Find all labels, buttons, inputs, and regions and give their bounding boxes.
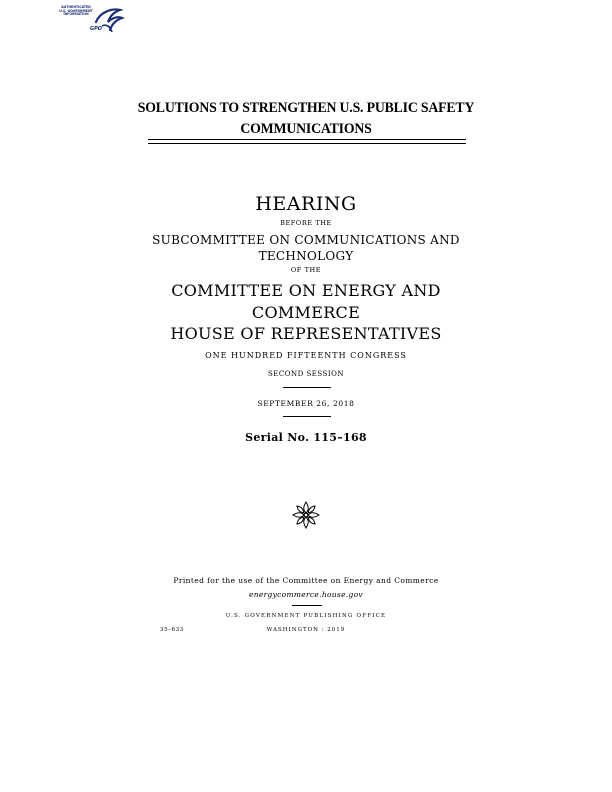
session-rule — [283, 387, 331, 388]
gpo-eagle-icon — [90, 4, 126, 40]
jacket-number: 35–633 — [160, 627, 184, 633]
hearing-heading: HEARING — [255, 193, 357, 215]
of-the-label: OF THE — [290, 266, 322, 274]
date-rule — [283, 416, 331, 417]
gpo-ornament-icon — [289, 498, 323, 532]
website-rule — [292, 605, 322, 606]
session-label: SECOND SESSION — [268, 370, 344, 378]
congress-label: ONE HUNDRED FIFTEENTH CONGRESS — [205, 351, 407, 360]
gpo-mark: GPO — [90, 26, 103, 32]
committee-website: energycommerce.house.gov — [249, 590, 363, 599]
title-line-2: COMMUNICATIONS — [240, 121, 372, 137]
gpo-logo — [50, 4, 120, 40]
committee-name: COMMITTEE ON ENERGY AND COMMERCE — [171, 281, 441, 322]
house-name: HOUSE OF REPRESENTATIVES — [170, 324, 442, 343]
document-title — [24, 98, 587, 140]
title-double-rule — [148, 139, 466, 144]
publishing-office: U.S. GOVERNMENT PUBLISHING OFFICE — [225, 613, 387, 619]
printed-for-note: Printed for the use of the Committee on Energy and Commerce — [173, 576, 439, 585]
title-line-1: SOLUTIONS TO STRENGTHEN U.S. PUBLIC SAFETY — [137, 100, 475, 116]
subcommittee-name: SUBCOMMITTEE ON COMMUNICATIONS AND TECHNOLOGY — [152, 233, 460, 263]
before-the-label: BEFORE THE — [280, 219, 332, 227]
serial-number: Serial No. 115–168 — [245, 431, 367, 444]
hearing-date: SEPTEMBER 26, 2018 — [257, 399, 355, 408]
place-year: WASHINGTON : 2019 — [266, 627, 346, 633]
authenticated-seal: AUTHENTICATED U.S. GOVERNMENT INFORMATION — [59, 5, 93, 17]
